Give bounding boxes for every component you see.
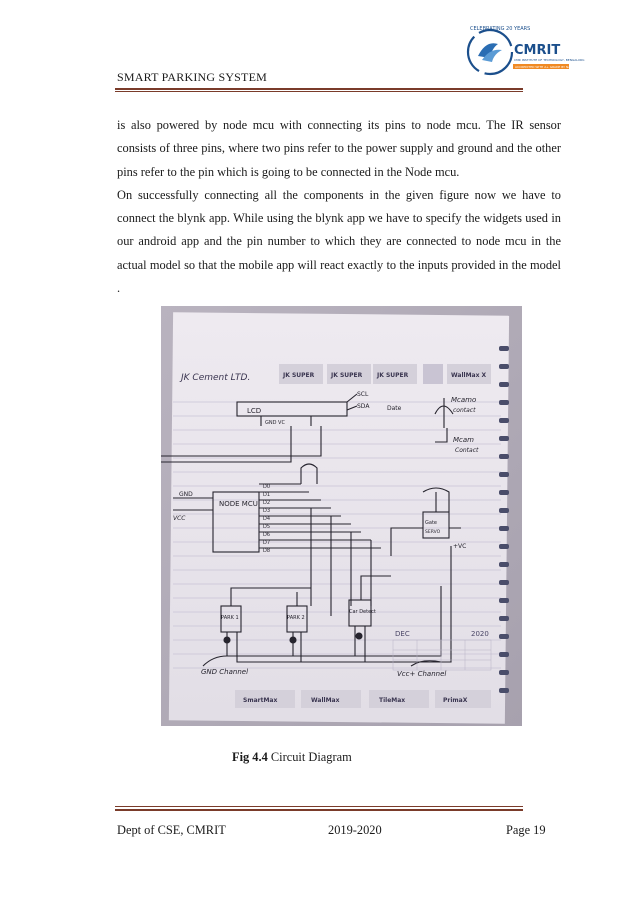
sketch-pin-d0: D0 bbox=[263, 484, 271, 490]
sketch-pin-d5: D5 bbox=[263, 524, 271, 530]
paragraph-1: is also powered by node mcu with connecting its pins to node mcu. The IR sensor consists of three pins, where two pins refer to the power supply and ground and the other pins refer to the pin which is going to be connected in the Node mcu. bbox=[117, 118, 561, 179]
sketch-vcc-label: VCC bbox=[173, 515, 186, 522]
sketch-park-2: PARK 2 bbox=[287, 615, 305, 621]
sketch-sda-label: SDA bbox=[357, 403, 370, 410]
footer-year: 2019-2020 bbox=[328, 823, 382, 837]
logo-subtitle: CMR INSTITUTE OF TECHNOLOGY, BENGALURU. bbox=[514, 58, 586, 62]
header-rule-thin bbox=[115, 91, 523, 92]
sketch-bottom-ad-2: WallMax bbox=[311, 697, 340, 704]
sketch-pin-d6: D6 bbox=[263, 532, 271, 538]
sketch-mcamo-1b: contact bbox=[453, 407, 476, 414]
figure-caption bbox=[232, 750, 352, 765]
sketch-pin-d4: D4 bbox=[263, 516, 271, 522]
paragraph-2: On successfully connecting all the components in the given figure now we have to connect the blynk app. While using the blynk app we have to specify the widgets used in our android app and the pin number to which they are connected to node mcu in the actual model so that the mobile app will react exactly to the inputs provided in the model . bbox=[117, 187, 561, 296]
cmrit-logo bbox=[462, 18, 586, 84]
sketch-pin-d1: D1 bbox=[263, 492, 271, 498]
sketch-park-1: PARK 1 bbox=[221, 615, 239, 621]
footer-department: Dept of CSE, CMRIT bbox=[117, 823, 226, 837]
body-text bbox=[117, 114, 561, 300]
sketch-mcamo-2: Mcam bbox=[453, 436, 474, 444]
sketch-mcamo-2b: Contact bbox=[455, 447, 479, 454]
sketch-bottom-ad-4: PrimaX bbox=[443, 697, 468, 704]
figure-caption-label: Fig 4.4 bbox=[232, 750, 268, 764]
sketch-ad-3: JK SUPER bbox=[377, 372, 409, 379]
sketch-bottom-ad-1: SmartMax bbox=[243, 697, 278, 704]
sketch-node-mcu: NODE MCU bbox=[219, 500, 258, 508]
sketch-pin-d3: D3 bbox=[263, 508, 271, 514]
footer-rule bbox=[115, 809, 523, 811]
sketch-scl-label: SCL bbox=[357, 391, 369, 398]
page-header-title: SMART PARKING SYSTEM bbox=[117, 70, 267, 84]
figure-caption-text: Circuit Diagram bbox=[267, 750, 352, 764]
sketch-mcamo-1: Mcamo bbox=[451, 396, 477, 404]
sketch-gnd-vcc-label: GND VC bbox=[265, 420, 285, 426]
sketch-ad-1: JK SUPER bbox=[283, 372, 315, 379]
logo-name: CMRIT bbox=[514, 43, 561, 58]
header-rule bbox=[115, 88, 523, 90]
footer-rule-thin bbox=[115, 806, 523, 807]
sketch-gnd-channel: GND Channel bbox=[201, 668, 249, 676]
sketch-servo-label: SERVO bbox=[425, 530, 441, 535]
sketch-pin-d2: D2 bbox=[263, 500, 271, 506]
sketch-lcd-label: LCD bbox=[247, 407, 262, 415]
sketch-ad-2: JK SUPER bbox=[331, 372, 363, 379]
sketch-pin-d7: D7 bbox=[263, 540, 271, 546]
sketch-dec: DEC bbox=[395, 630, 410, 638]
logo-accreditation: ACCREDITED WITH A+ GRADE BY NAAC bbox=[515, 65, 575, 69]
sketch-brand: JK Cement LTD. bbox=[181, 373, 251, 383]
footer-page-number: Page 19 bbox=[506, 823, 546, 837]
sketch-pin-d8: D8 bbox=[263, 548, 271, 554]
sketch-year: 2020 bbox=[471, 630, 489, 638]
sketch-bottom-ad-3: TileMax bbox=[379, 697, 406, 704]
circuit-diagram-photo bbox=[161, 306, 522, 726]
logo-arc-text: CELEBRATING 20 YEARS bbox=[470, 26, 531, 32]
sketch-vcc-channel: Vcc+ Channel bbox=[397, 670, 447, 678]
sketch-date-label: Date bbox=[387, 405, 402, 412]
sketch-ad-5: WallMax X bbox=[451, 372, 487, 379]
sketch-plus-vc: +VC bbox=[453, 543, 467, 550]
sketch-gnd-label: GND bbox=[179, 491, 193, 498]
sketch-car-detect: Car Detect bbox=[349, 609, 376, 615]
sketch-gate-label: Gate bbox=[425, 520, 437, 526]
